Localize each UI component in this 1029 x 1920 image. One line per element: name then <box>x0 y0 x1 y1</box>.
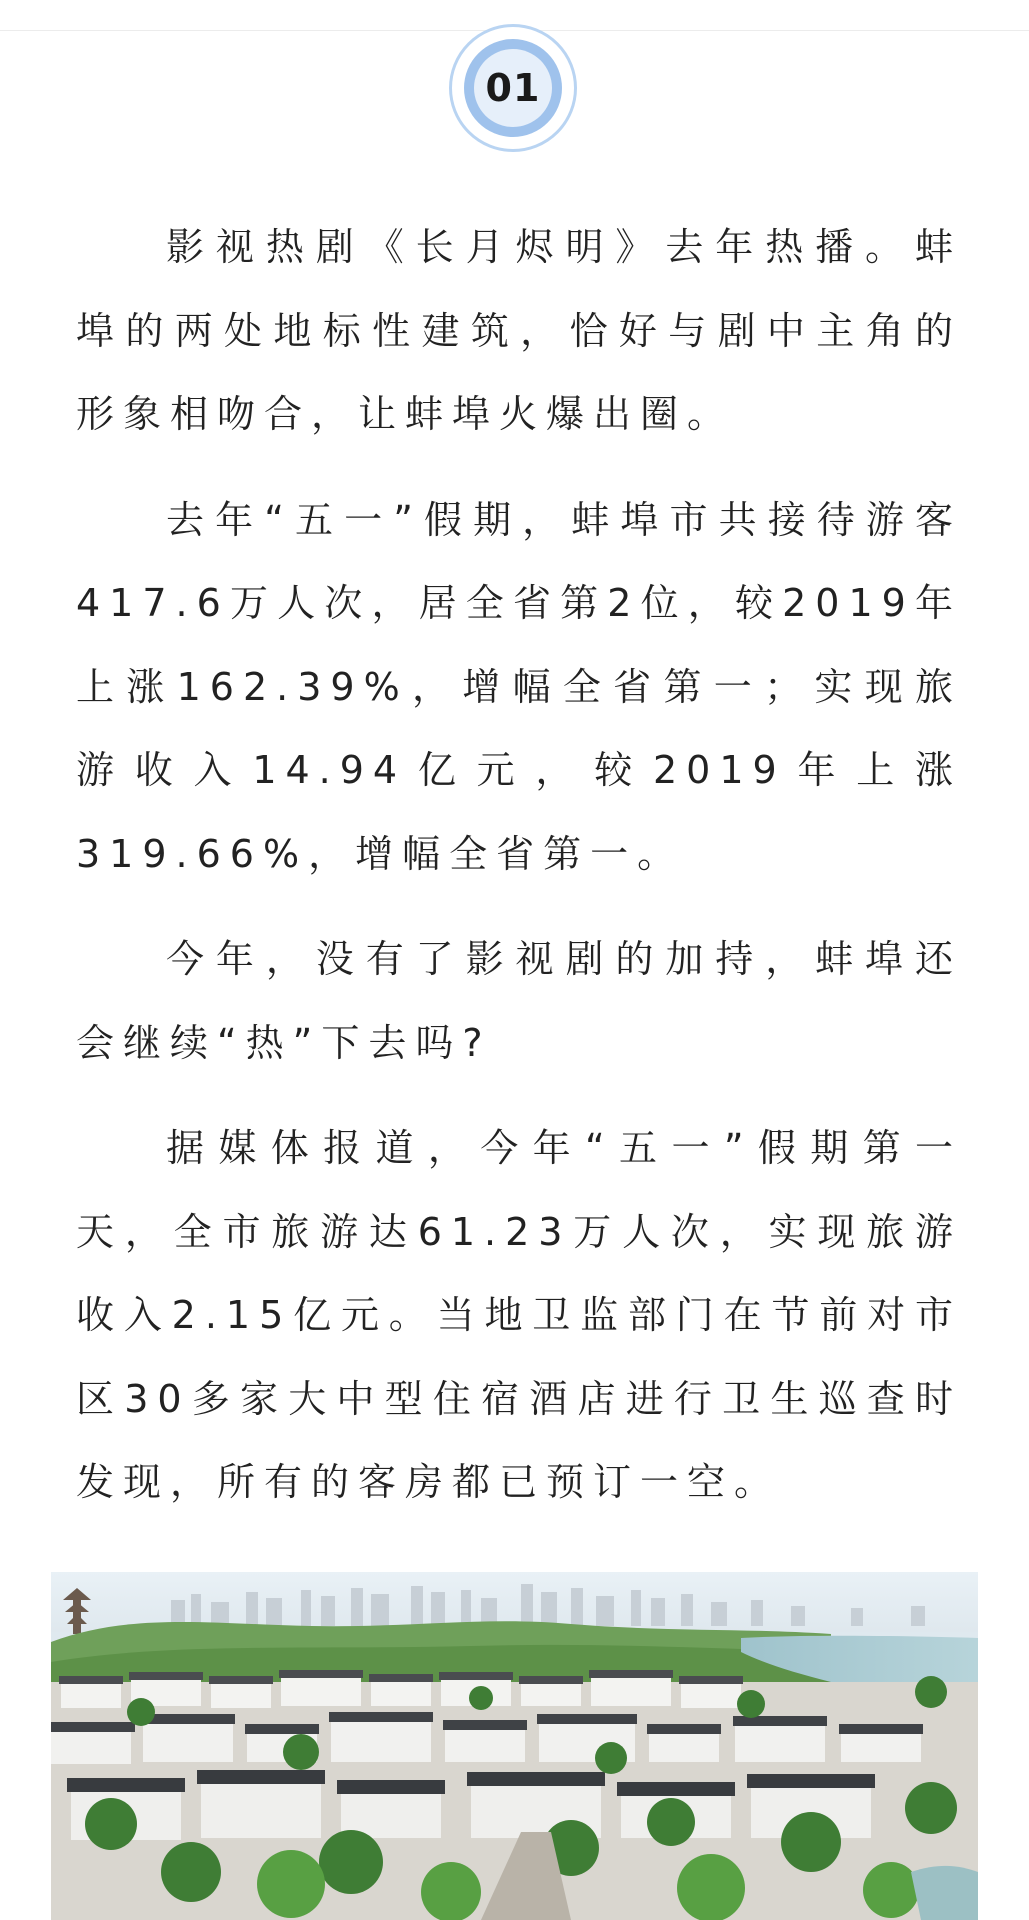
article-body <box>76 206 962 1547</box>
section-number: 01 <box>485 66 541 110</box>
paragraph-3: 今年，没有了影视剧的加持，蚌埠还会继续“热”下去吗? <box>76 937 962 1065</box>
badge-core <box>474 49 552 127</box>
section-number-badge <box>449 24 577 152</box>
photo-illustration <box>51 1572 978 1920</box>
ancient-town-aerial-photo <box>51 1572 978 1920</box>
paragraph-2: 去年“五一”假期，蚌埠市共接待游客417.6万人次，居全省第2位，较2019年上涨162.39%，增幅全省第一；实现旅游收入14.94亿元，较2019年上涨319.66%，增幅全省第一。 <box>76 497 962 876</box>
paragraph-4: 据媒体报道，今年“五一”假期第一天，全市旅游达61.23万人次，实现旅游收入2.15亿元。当地卫监部门在节前对市区30多家大中型住宿酒店进行卫生巡查时发现，所有的客房都已预订一空。 <box>76 1126 962 1504</box>
badge-ring <box>464 39 562 137</box>
paragraph-1: 影视热剧《长月烬明》去年热播。蚌埠的两处地标性建筑，恰好与剧中主角的形象相吻合，让蚌埠火爆出圈。 <box>76 225 962 436</box>
